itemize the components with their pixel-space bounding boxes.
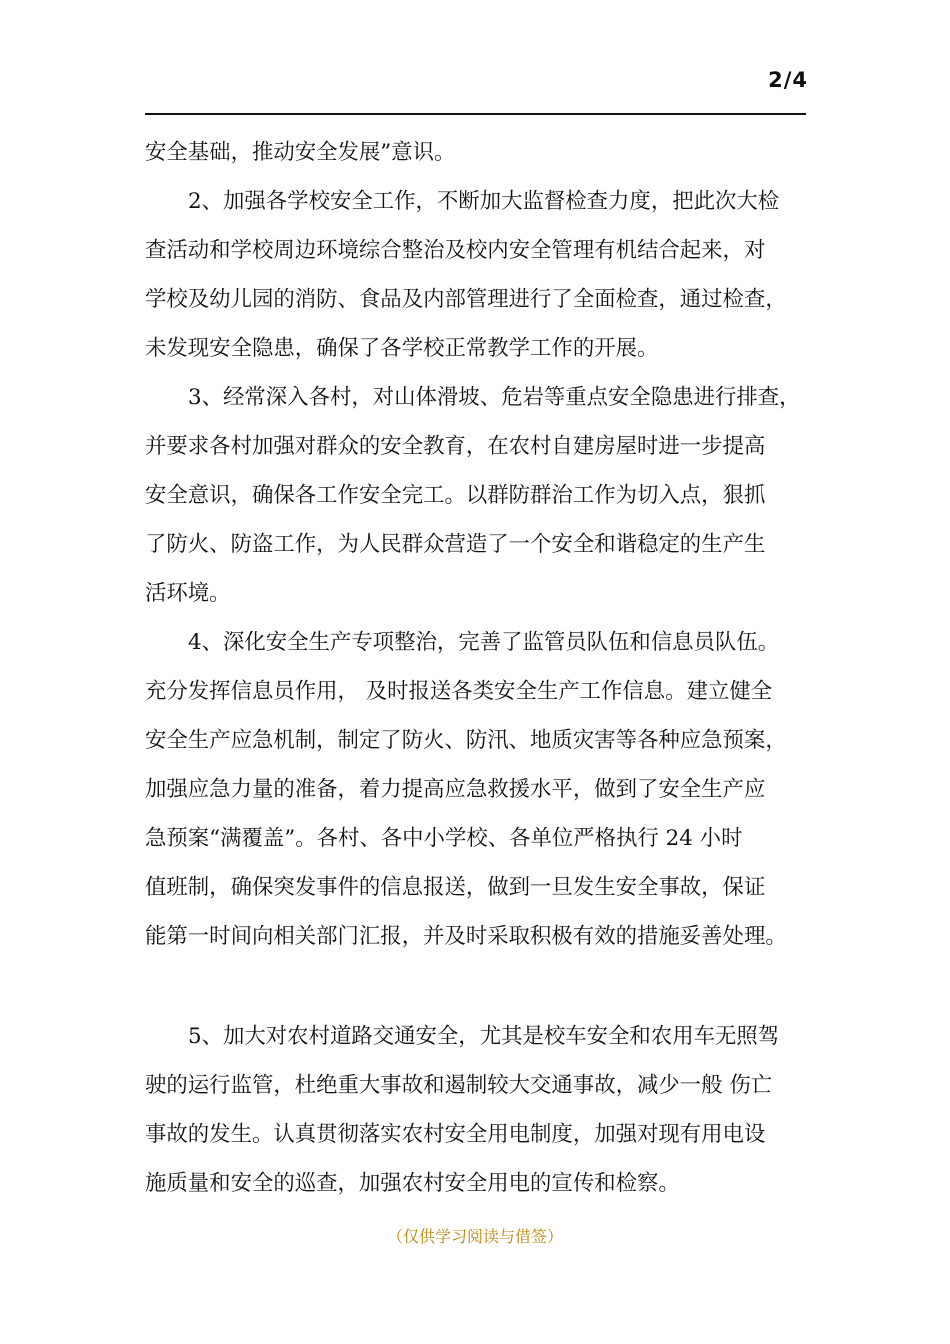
text-line: 驶的运行监管，杜绝重大事故和遏制较大交通事故，减少一般 伤亡: [145, 1073, 773, 1098]
text-line: 学校及幼儿园的消防、食品及内部管理进行了全面检查，通过检查，: [145, 287, 787, 312]
text-line: 能第一时间向相关部门汇报，并及时采取积极有效的措施妥善处理。: [145, 924, 787, 949]
text-line: 查活动和学校周边环境综合整治及校内安全管理有机结合起来，对: [145, 238, 766, 263]
text-line: 事故的发生。认真贯彻落实农村安全用电制度，加强对现有用电设: [145, 1122, 766, 1147]
paragraph-2: [145, 177, 820, 373]
text-line: 未发现安全隐患，确保了各学校正常教学工作的开展。: [145, 336, 659, 361]
text-line: 活环境。: [145, 581, 231, 606]
page-number: 2/4: [768, 68, 808, 92]
text-line: 2、加强各学校安全工作，不断加大监督检查力度，把此次大检: [188, 189, 780, 214]
text-line: 施质量和安全的巡查，加强农村安全用电的宣传和检察。: [145, 1171, 680, 1196]
text-line: 安全生产应急机制，制定了防火、防汛、地质灾害等各种应急预案，: [145, 728, 787, 753]
text-line: 加强应急力量的准备，着力提高应急救援水平，做到了安全生产应: [145, 777, 766, 802]
text-line: 充分发挥信息员作用， 及时报送各类安全生产工作信息。建立健全: [145, 679, 773, 704]
paragraph-1: [145, 128, 820, 177]
header-divider: [145, 113, 806, 115]
text-line: 5、加大对农村道路交通安全，尤其是校车安全和农用车无照驾: [188, 1024, 780, 1049]
text-line: 并要求各村加强对群众的安全教育，在农村自建房屋时进一步提高: [145, 434, 766, 459]
text-line: 安全意识，确保各工作安全完工。以群防群治工作为切入点，狠抓: [145, 483, 766, 508]
footer-note: （仅供学习阅读与借签）: [386, 1227, 563, 1246]
text-line: 安全基础，推动安全发展”意识。: [145, 140, 456, 165]
paragraph-3: [145, 373, 820, 618]
text-line: 了防火、防盗工作，为人民群众营造了一个安全和谐稳定的生产生: [145, 532, 766, 557]
document-body: [145, 128, 820, 1208]
text-line: 值班制，确保突发事件的信息报送，做到一旦发生安全事故，保证: [145, 875, 766, 900]
paragraph-spacer: [145, 961, 820, 1012]
text-line: 3、经常深入各村，对山体滑坡、危岩等重点安全隐患进行排查，: [188, 385, 801, 410]
text-line: 急预案“满覆盖”。各村、各中小学校、各单位严格执行 24 小时: [145, 826, 743, 851]
text-line: 4、深化安全生产专项整治，完善了监管员队伍和信息员队伍。: [188, 630, 780, 655]
paragraph-4: [145, 618, 820, 961]
paragraph-5: [145, 1012, 820, 1208]
